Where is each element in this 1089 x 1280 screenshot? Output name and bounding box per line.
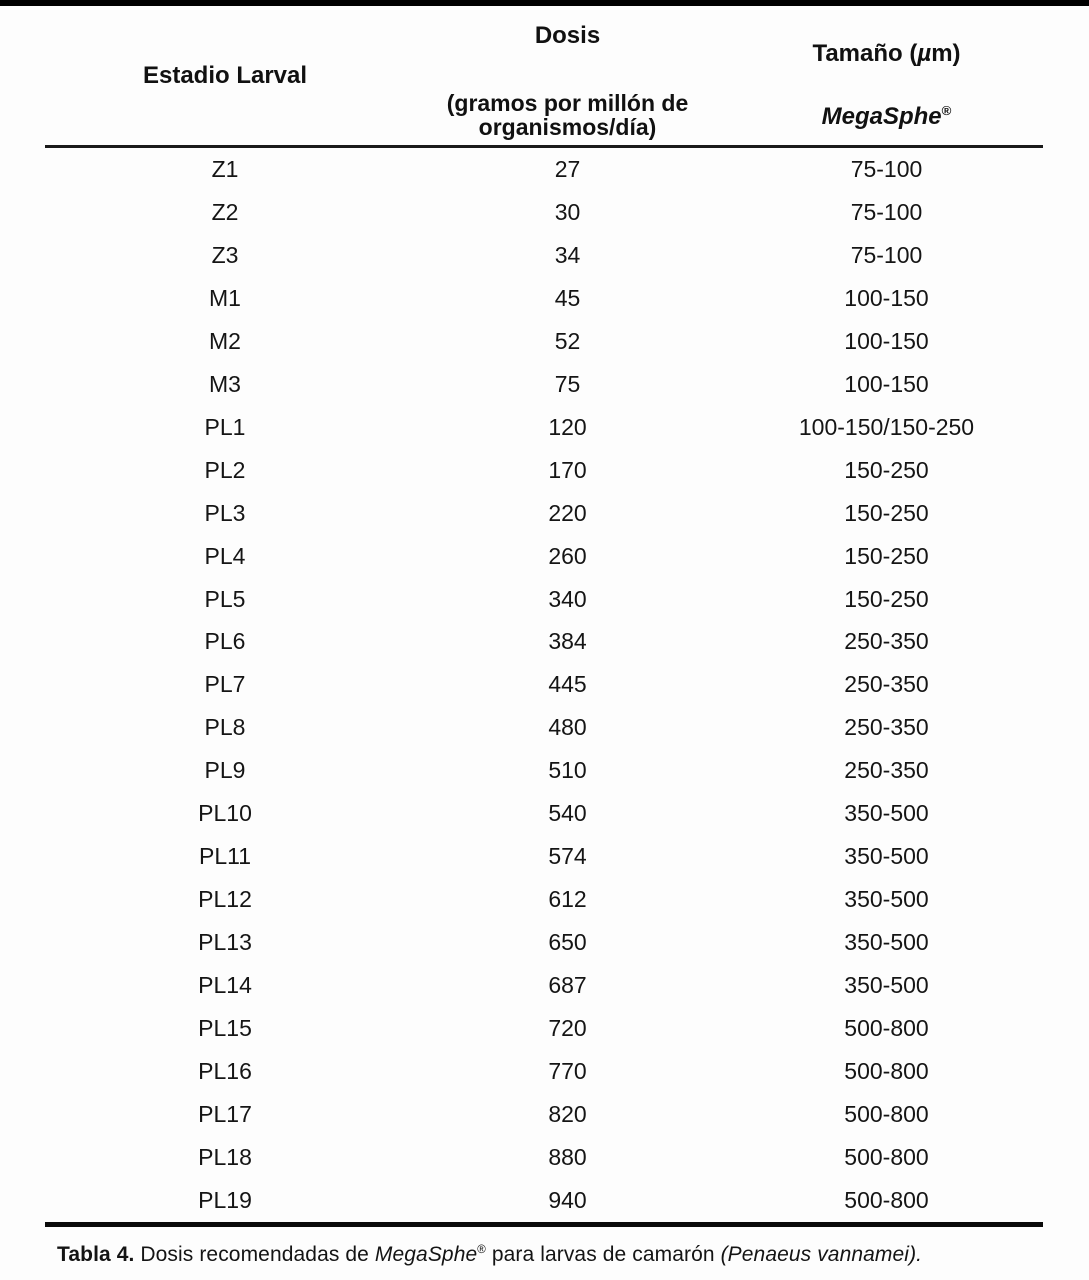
stage-cell: PL6 xyxy=(204,628,246,655)
table-row xyxy=(45,921,1043,964)
stage-cell: PL7 xyxy=(204,671,246,698)
table-row xyxy=(45,363,1043,406)
caption-text-1: Dosis recomendadas de xyxy=(134,1243,375,1266)
table-row xyxy=(45,792,1043,835)
caption-brand-name: MegaSphe xyxy=(374,1243,478,1266)
stage-cell: PL12 xyxy=(198,886,252,913)
stage-cell: PL1 xyxy=(204,413,246,440)
dose-cell: 384 xyxy=(548,628,587,655)
stage-cell: PL5 xyxy=(204,585,246,612)
estadio-larval-label: Estadio Larval xyxy=(142,61,308,89)
dose-cell: 687 xyxy=(548,972,587,999)
dose-cell: 34 xyxy=(554,241,581,268)
dose-cell: 220 xyxy=(548,499,587,526)
size-cell: 75-100 xyxy=(850,241,923,268)
dose-cell: 720 xyxy=(548,1015,587,1042)
size-cell: 150-250 xyxy=(844,585,929,612)
size-cell: 350-500 xyxy=(844,972,929,999)
size-cell: 150-250 xyxy=(844,499,929,526)
table-row xyxy=(45,706,1043,749)
size-cell: 150-250 xyxy=(844,542,929,569)
table-row xyxy=(45,878,1043,921)
stage-cell: PL15 xyxy=(198,1015,252,1042)
table-row xyxy=(45,449,1043,492)
column-header-estadio-larval xyxy=(45,6,405,145)
table-row xyxy=(45,1093,1043,1136)
dose-cell: 612 xyxy=(548,886,587,913)
dosis-label: Dosis xyxy=(534,22,601,49)
dose-cell: 770 xyxy=(548,1057,587,1084)
size-cell: 100-150 xyxy=(844,284,929,311)
tamano-label-post: m) xyxy=(931,40,961,67)
caption-table-number: Tabla 4. xyxy=(57,1243,135,1266)
stage-cell: PL19 xyxy=(198,1186,252,1213)
size-cell: 350-500 xyxy=(844,929,929,956)
dose-cell: 540 xyxy=(548,800,587,827)
stage-cell: M3 xyxy=(209,370,241,397)
stage-cell: Z3 xyxy=(211,241,239,268)
size-cell: 500-800 xyxy=(844,1015,929,1042)
dose-cell: 445 xyxy=(548,671,587,698)
stage-cell: PL16 xyxy=(198,1057,252,1084)
size-cell: 350-500 xyxy=(844,886,929,913)
dose-cell: 170 xyxy=(548,456,587,483)
size-cell: 350-500 xyxy=(844,800,929,827)
table-row xyxy=(45,535,1043,578)
stage-cell: PL2 xyxy=(204,456,246,483)
size-cell: 250-350 xyxy=(844,714,929,741)
dose-cell: 480 xyxy=(548,714,587,741)
table-row xyxy=(45,663,1043,706)
dose-cell: 75 xyxy=(554,370,581,397)
dosage-table xyxy=(45,6,1043,145)
dose-cell: 260 xyxy=(548,542,587,569)
table-row xyxy=(45,964,1043,1007)
dose-cell: 340 xyxy=(548,585,587,612)
table-row xyxy=(45,320,1043,363)
stage-cell: PL11 xyxy=(198,843,251,870)
column-header-dosis xyxy=(405,6,730,145)
table-row xyxy=(45,148,1043,191)
table-row xyxy=(45,492,1043,535)
size-cell: 500-800 xyxy=(844,1057,929,1084)
table-bottom-rule xyxy=(45,1222,1043,1227)
size-cell: 250-350 xyxy=(844,628,929,655)
stage-cell: PL14 xyxy=(198,972,252,999)
table-row xyxy=(45,1179,1043,1222)
size-cell: 500-800 xyxy=(844,1143,929,1170)
size-cell: 250-350 xyxy=(844,671,929,698)
table-body xyxy=(45,148,1043,1222)
dose-cell: 940 xyxy=(548,1186,587,1213)
size-cell: 150-250 xyxy=(844,456,929,483)
brand-name-text: MegaSphe xyxy=(821,103,942,130)
table-row xyxy=(45,277,1043,320)
table-row xyxy=(45,191,1043,234)
brand-name xyxy=(822,103,952,131)
table-row xyxy=(45,620,1043,663)
dose-cell: 820 xyxy=(548,1100,587,1127)
column-header-tamano xyxy=(730,6,1043,145)
caption-species-name: (Penaeus vannamei). xyxy=(720,1243,923,1266)
size-cell: 500-800 xyxy=(844,1100,929,1127)
table-row xyxy=(45,835,1043,878)
stage-cell: PL13 xyxy=(198,929,252,956)
stage-cell: PL3 xyxy=(204,499,246,526)
dose-cell: 880 xyxy=(548,1143,587,1170)
table-row xyxy=(45,749,1043,792)
stage-cell: Z2 xyxy=(211,198,239,225)
table-row xyxy=(45,234,1043,277)
table-row xyxy=(45,1050,1043,1093)
dosage-table-body-wrap xyxy=(45,148,1043,1222)
caption-text-2: para larvas de camarón xyxy=(485,1243,721,1266)
table-caption xyxy=(57,1243,1089,1267)
stage-cell: PL4 xyxy=(204,542,246,569)
dose-cell: 27 xyxy=(554,155,581,182)
dose-cell: 30 xyxy=(554,198,581,225)
dosis-units-label: (gramos por millón de organismos/día) xyxy=(446,89,689,140)
dose-cell: 574 xyxy=(548,843,587,870)
stage-cell: M2 xyxy=(209,327,241,354)
size-cell: 75-100 xyxy=(850,198,923,225)
dose-cell: 510 xyxy=(548,757,587,784)
table-header xyxy=(45,6,1043,145)
tamano-label-mu: µ xyxy=(917,40,932,67)
stage-cell: Z1 xyxy=(211,155,239,182)
size-cell: 500-800 xyxy=(844,1186,929,1213)
stage-cell: PL10 xyxy=(198,800,252,827)
size-cell: 100-150 xyxy=(844,327,929,354)
table-row xyxy=(45,1007,1043,1050)
tamano-label-pre: Tamaño ( xyxy=(812,40,918,67)
size-cell: 75-100 xyxy=(850,155,923,182)
table-row xyxy=(45,406,1043,449)
stage-cell: PL8 xyxy=(204,714,246,741)
dose-cell: 45 xyxy=(554,284,581,311)
size-cell: 250-350 xyxy=(844,757,929,784)
caption-trademark-mark: ® xyxy=(477,1244,486,1256)
registered-trademark-mark: ® xyxy=(941,103,952,118)
stage-cell: M1 xyxy=(209,284,241,311)
dose-cell: 52 xyxy=(554,327,581,354)
dose-cell: 120 xyxy=(548,413,587,440)
tamano-label xyxy=(812,40,960,68)
size-cell: 100-150/150-250 xyxy=(798,413,975,440)
stage-cell: PL17 xyxy=(198,1100,252,1127)
size-cell: 350-500 xyxy=(844,843,929,870)
stage-cell: PL9 xyxy=(204,757,246,784)
table-row xyxy=(45,578,1043,621)
stage-cell: PL18 xyxy=(198,1143,252,1170)
dose-cell: 650 xyxy=(548,929,587,956)
size-cell: 100-150 xyxy=(844,370,929,397)
table-row xyxy=(45,1136,1043,1179)
